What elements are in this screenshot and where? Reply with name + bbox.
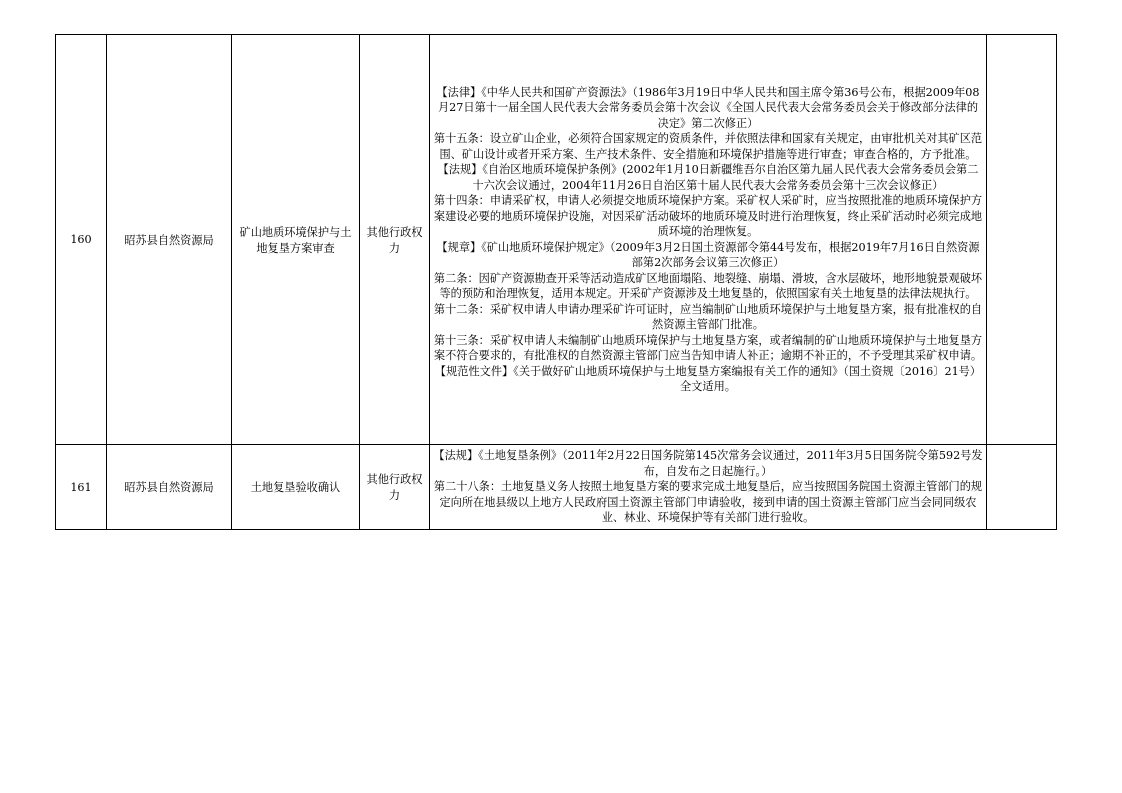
power-type-cell: 其他行政权力 [360, 35, 430, 445]
basis-paragraph: 第十五条：设立矿山企业，必须符合国家规定的资质条件，并依照法律和国家有关规定，由审批机关对其矿区范围、矿山设计或者开采方案、生产技术条件、安全措施和环境保护措施等进行审查；审查合格的，方予批准。 [433, 132, 983, 161]
basis-paragraph: 【法规】《自治区地质环境保护条例》(2002年1月10日新疆维吾尔自治区第九届人民代表大会常务委员会第二十六次会议通过，2004年11月26日自治区第十届人民代表大会常务委员会第十三次会议修正） [437, 163, 979, 192]
basis-paragraph: 【法规】《土地复垦条例》（2011年2月22日国务院第145次常务会议通过，2011年3月5日国务院令第592号发布，自发布之日起施行。） [433, 449, 983, 478]
item-name-cell: 矿山地质环境保护与土地复垦方案审查 [232, 35, 360, 445]
remarks-cell [987, 35, 1057, 445]
basis-paragraph: 第二十八条：土地复垦义务人按照土地复垦方案的要求完成土地复垦后，应当按照国务院国土资源主管部门的规定向所在地县级以上地方人民政府国土资源主管部门申请验收，接到申请的国土资源主管部门应当会同同级农业、林业、环境保护等有关部门进行验收。 [433, 480, 983, 525]
basis-paragraph: 【规范性文件】《关于做好矿山地质环境保护与土地复垦方案编报有关工作的通知》（国土资规〔2016〕21号） [434, 364, 982, 378]
basis-paragraph: 【法律】《中华人民共和国矿产资源法》（1986年3月19日中华人民共和国主席令第36号公布，根据2009年08月27日第十一届全国人民代表大会常务委员会第十次会议《全国人民代表大会常务委员会关于修改部分法律的决定》第二次修正） [436, 85, 980, 130]
basis-paragraph: 第十二条：采矿权申请人申请办理采矿许可证时，应当编制矿山地质环境保护与土地复垦方案，报有批准权的自然资源主管部门批准。 [433, 302, 983, 331]
item-name-cell: 土地复垦验收确认 [232, 445, 360, 530]
basis-paragraph: 全文适用。 [680, 380, 736, 393]
authority-table [55, 34, 1057, 530]
row-number: 161 [56, 445, 107, 530]
legal-basis-cell [430, 35, 987, 445]
legal-basis-cell [430, 445, 987, 530]
table-row [56, 445, 1057, 530]
basis-paragraph: 【规章】《矿山地质环境保护规定》（2009年3月2日国土资源部令第44号发布，根据2019年7月16日自然资源部第2次部务会议第三次修正） [436, 240, 980, 269]
basis-paragraph: 第十三条：采矿权申请人未编制矿山地质环境保护与土地复垦方案，或者编制的矿山地质环境保护与土地复垦方案不符合要求的，有批准权的自然资源主管部门应当告知申请人补正；逾期不补正的，不予受理其采矿权申请。 [433, 333, 983, 362]
department-cell: 昭苏县自然资源局 [107, 35, 232, 445]
table-row [56, 35, 1057, 445]
basis-paragraph: 第十四条：申请采矿权，申请人必须提交地质环境保护方案。采矿权人采矿时，应当按照批准的地质环境保护方案建设必要的地质环境保护设施，对因采矿活动破坏的地质环境及时进行治理恢复，终止采矿活动时必须完成地质环境的治理恢复。 [433, 194, 983, 238]
department-cell: 昭苏县自然资源局 [107, 445, 232, 530]
basis-paragraph: 第二条：因矿产资源勘查开采等活动造成矿区地面塌陷、地裂缝、崩塌、滑坡，含水层破坏，地形地貌景观破坏等的预防和治理恢复，适用本规定。开采矿产资源涉及土地复垦的，依照国家有关土地复垦的法律法规执行。 [433, 271, 983, 300]
power-type-cell: 其他行政权力 [360, 445, 430, 530]
row-number: 160 [56, 35, 107, 445]
remarks-cell [987, 445, 1057, 530]
